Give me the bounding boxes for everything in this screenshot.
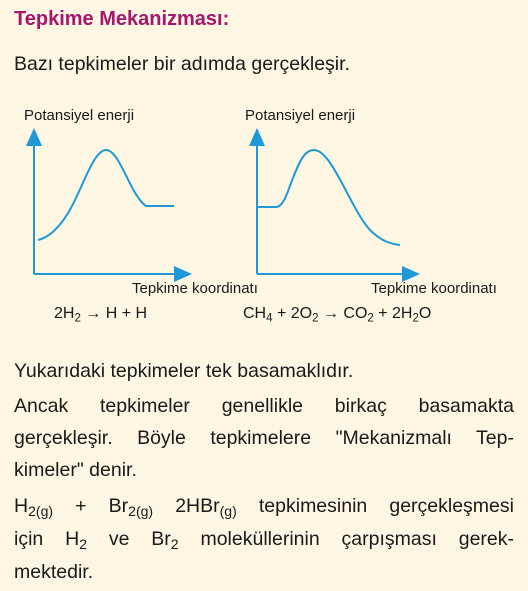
paragraph-2-line-1: Ancak tepkimeler genellikle birkaç basamakta [14, 395, 514, 417]
diagram-1-ylabel: Potansiyel enerji [24, 107, 135, 124]
paragraph-3-line-3: mektedir. [14, 561, 94, 583]
page-title: Tepkime Mekanizması: [14, 8, 230, 30]
intro-text: Bazı tepkimeler bir adımda gerçekleşir. [14, 53, 350, 75]
diagram-2-xlabel: Tepkime koordinatı [371, 280, 497, 297]
diagram-1-equation: $2H_2 \to H + H$ [54, 305, 148, 325]
paragraph-3-line-1: $H_{2(g)} + Br_{2(g)}$ 2HBr$_{(g)}$ tepkimesinin gerçekleşmesi [14, 495, 514, 520]
diagram-1-energy-curve [38, 150, 174, 240]
paragraph-2-line-2: gerçekleşir. Böyle tepkimelere "Mekanizmalı Tep- [14, 427, 514, 449]
diagram-1-xlabel: Tepkime koordinatı [132, 280, 258, 297]
paragraph-3-line-2: için $H_2$ ve $Br_2$ moleküllerinin çarpışması gerek- [14, 528, 514, 553]
paragraph-1: Yukarıdaki tepkimeler tek basamaklıdır. [14, 360, 354, 382]
diagram-2-energy-curve [257, 150, 400, 245]
diagram-2-ylabel: Potansiyel enerji [245, 107, 356, 124]
paragraph-2-line-3: kimeler" denir. [14, 459, 137, 481]
diagram-2-equation: $CH_4 + 2O_2 \to CO_2 + 2H_2O$ [243, 305, 432, 325]
